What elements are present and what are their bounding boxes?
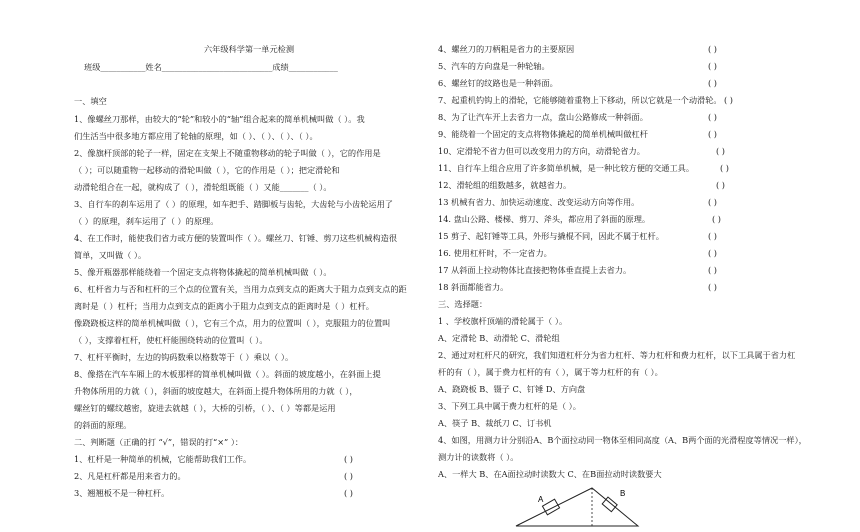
- judge-item: [438, 94, 834, 106]
- judge-text: 7、起重机钓钩上的滑轮，它能够随着重物上下移动，所以它就是一个动滑轮。: [438, 95, 722, 105]
- judge-item: [438, 128, 834, 140]
- choice-line: 测力计的读数将（ ）。: [438, 452, 519, 462]
- answer-paren[interactable]: ( ): [708, 129, 717, 139]
- fill-line: 的斜面的原理。: [74, 420, 132, 430]
- judge-item: [438, 247, 834, 259]
- judge-text: 11、自行车上组合应用了许多简单机械，是一种比较方便的交通工具。: [438, 163, 695, 173]
- page-title: 六年级科学第一单元检测: [203, 44, 295, 54]
- fill-line: 简单，又叫做（ ）。: [74, 250, 147, 260]
- fill-line: 4、在工作时，能使我们省力或方便的装置叫作（ ）。螺丝刀、钉锤、剪刀这些机械构造很: [74, 233, 398, 243]
- right-column: [438, 0, 834, 532]
- judge-item: [438, 230, 834, 242]
- answer-paren[interactable]: ( ): [708, 61, 717, 71]
- judge-item: [438, 196, 834, 208]
- judge-item: [74, 453, 424, 465]
- judge-text: 12、滑轮组的组数越多，就越省力。: [438, 180, 572, 190]
- choice-line: 杆的有（ ），属于费力杠杆的有（ ），属于等力杠杆的有（ ）。: [438, 367, 663, 377]
- fill-line: （ ），支撑着杠杆，使杠杆能围绕转动的位置叫（ ）。: [74, 335, 268, 345]
- choice-options: A、定滑轮 B、动滑轮 C、滑轮组: [438, 333, 560, 343]
- judge-text: 10、定滑轮不省力但可以改变用力的方向，动滑轮省力。: [438, 146, 645, 156]
- answer-paren[interactable]: ( ): [708, 112, 717, 122]
- choice-line: 2、通过对杠杆尺的研究，我们知道杠杆分为省力杠杆、等力杠杆和费力杠杆，以下工具属于省力杠: [438, 350, 796, 360]
- answer-paren[interactable]: ( ): [708, 231, 717, 241]
- judge-item: [438, 264, 834, 276]
- left-column: [74, 0, 424, 532]
- choice-options: A、筷子 B、裁纸刀 C、订书机: [438, 418, 552, 428]
- fill-line: 3、自行车的刹车运用了（ ）的原理，如车把手、踏脚板与齿轮，大齿轮与小齿轮运用了: [74, 199, 393, 209]
- judge-item: [438, 145, 834, 157]
- block-on-a: [542, 499, 559, 515]
- fill-line: 离时是（ ）杠杆；当用力点到支点的距离小于阻力点到支点的距离时是（ ）杠杆。: [74, 301, 374, 311]
- fill-line: 螺丝钉的螺纹越密，旋进去就越（ ），大桥的引桥，（ ）、（ ）等都是运用: [74, 403, 336, 413]
- answer-paren[interactable]: ( ): [708, 78, 717, 88]
- fill-line: 5、像开瓶器那样能绕着一个固定支点将物体撬起的简单机械叫做（ ）。: [74, 267, 332, 277]
- judge-text: 5、汽车的方向盘是一种轮轴。: [438, 61, 550, 71]
- answer-paren[interactable]: ( ): [716, 146, 725, 156]
- judge-text: 17 从斜面上拉动物体比直接把物体垂直提上去省力。: [438, 265, 632, 275]
- student-info-line: 班级___________姓名___________________________成绩____________: [84, 62, 338, 72]
- answer-paren[interactable]: ( ): [708, 248, 717, 258]
- label-b: B: [620, 489, 626, 498]
- choice-line: 1 、学校旗杆顶端的滑轮属于（ ）。: [438, 316, 568, 326]
- choice-options: A、跷跷板 B、镊子 C、钉锤 D、方向盘: [438, 384, 586, 394]
- answer-paren[interactable]: ( ): [344, 488, 353, 498]
- fill-line: 动滑轮组合在一起，就构成了（ ），滑轮组既能（ ）又能_______（ ）。: [74, 182, 332, 192]
- section-judge-title: 二、判断题（正确的打 “√”，错误的打“×” ）：: [74, 437, 244, 447]
- fill-line: （ ）；可以随重物一起移动的滑轮叫做（ ），它的作用是（ ）；把定滑轮和: [74, 165, 340, 175]
- judge-item: [438, 111, 834, 123]
- judge-item: [438, 77, 834, 89]
- fill-line: 7、杠杆平衡时，左边的钩码数乘以格数等于（ ）乘以（ ）。: [74, 352, 294, 362]
- answer-paren[interactable]: ( ): [344, 471, 353, 481]
- judge-text: 13 机械有省力、加快运动速度、改变运动方向等作用。: [438, 197, 640, 207]
- fill-line: 们生活当中很多地方都应用了轮轴的原理，如（ ）、（ ）、（ ）、（ ）。: [74, 131, 318, 141]
- judge-item: [74, 470, 424, 482]
- answer-paren[interactable]: ( ): [712, 214, 721, 224]
- answer-paren[interactable]: ( ): [720, 163, 729, 173]
- answer-paren[interactable]: ( ): [708, 197, 717, 207]
- judge-text: 9、能绕着一个固定的支点将物体撬起的简单机械叫做杠杆: [438, 129, 648, 139]
- judge-text: 6、螺丝钉的纹路也是一种斜面。: [438, 78, 558, 88]
- judge-item: [74, 487, 424, 499]
- fill-line: 1、像螺丝刀那样，由较大的“轮”和较小的“轴”组合起来的简单机械叫做（ ）。我: [74, 114, 365, 124]
- judge-text: 8、为了让汽车开上去省力一点，盘山公路修成一种斜面。: [438, 112, 648, 122]
- judge-text: 18 斜面都能省力。: [438, 282, 509, 292]
- incline-figure: [508, 480, 648, 530]
- answer-paren[interactable]: ( ): [344, 454, 353, 464]
- judge-item: [438, 43, 834, 55]
- judge-text: 3、翘翘板不是一种杠杆。: [74, 488, 170, 498]
- section-choice-title: 三、选择题：: [438, 299, 488, 309]
- choice-line: 4、如图，用测力计分别沿A、B个面拉动同一物体至相同高度（A、B两个面的光滑程度等情况一样），: [438, 435, 807, 445]
- block-on-b: [602, 497, 617, 512]
- fill-line: 2、像旗杆顶部的轮子一样，固定在支架上不随重物移动的轮子叫做（ ），它的作用是: [74, 148, 381, 158]
- choice-line: 3、下列工具中属于费力杠杆的是（ ）。: [438, 401, 581, 411]
- fill-line: 像跷跷板这样的简单机械叫做（ ），它有三个点，用力的位置叫（ ），克服阻力的位置叫: [74, 318, 391, 328]
- judge-item: [438, 162, 834, 174]
- answer-paren[interactable]: ( ): [708, 282, 717, 292]
- judge-text: 4、螺丝刀的刀柄粗是省力的主要原因: [438, 44, 575, 54]
- judge-text: 1、杠杆是一种简单的机械，它能帮助我们工作。: [74, 454, 252, 464]
- fill-line: 升物体所用的力就（ ），斜面的坡度越大，在斜面上提升物体所用的力就（ ），: [74, 386, 358, 396]
- fill-line: 6、杠杆省力与否和杠杆的三个点的位置有关，当用力点到支点的距离大于阻力点到支点的距: [74, 284, 407, 294]
- judge-item: [438, 60, 834, 72]
- choice-options: A、一样大 B、在A面拉动时读数大 C、在B面拉动时读数要大: [438, 469, 662, 479]
- judge-item: [438, 213, 834, 225]
- answer-paren[interactable]: ( ): [708, 265, 717, 275]
- judge-text: 2、凡是杠杆都是用来省力的。: [74, 471, 186, 481]
- fill-line: 8、像搭在汽车车厢上的木板那样的简单机械叫做（ ）。斜面的坡度越小，在斜面上提: [74, 369, 381, 379]
- answer-paren[interactable]: ( ): [724, 95, 733, 105]
- fill-line: （ ）的原理，刹车运用了（ ）的原理。: [74, 216, 219, 226]
- section-fill-title: 一、填空: [74, 96, 107, 106]
- judge-text: 15 剪子、起钉锤等工具，外形与撬棍不同，因此不属于杠杆。: [438, 231, 664, 241]
- judge-text: 16. 使用杠杆时，不一定省力。: [438, 248, 552, 258]
- judge-item: [438, 179, 834, 191]
- judge-item: [438, 281, 834, 293]
- judge-text: 14. 盘山公路、楼梯、剪刀、斧头，都应用了斜面的原理。: [438, 214, 651, 224]
- answer-paren[interactable]: ( ): [716, 180, 725, 190]
- answer-paren[interactable]: ( ): [708, 44, 717, 54]
- label-a: A: [538, 495, 544, 504]
